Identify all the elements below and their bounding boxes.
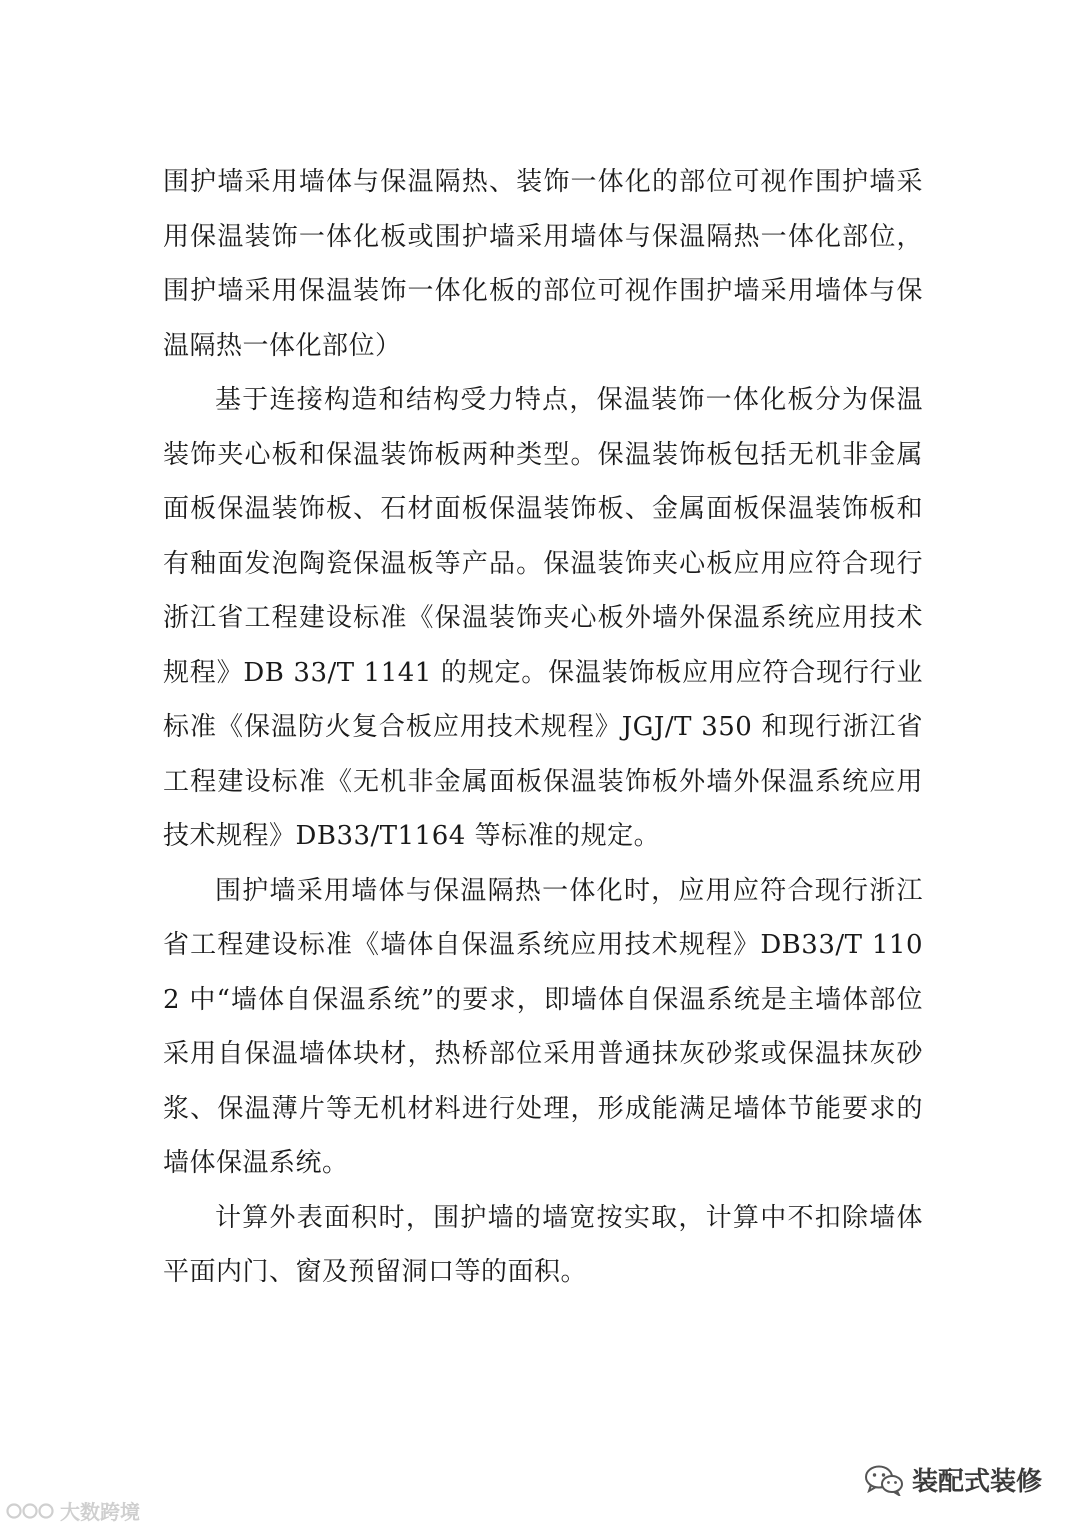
wechat-icon bbox=[864, 1464, 904, 1496]
site-brand-name: 大数跨境 bbox=[60, 1500, 140, 1524]
document-body bbox=[163, 155, 923, 1300]
paragraph-4: 计算外表面积时，围护墙的墙宽按实取，计算中不扣除墙体平面内门、窗及预留洞口等的面积。 bbox=[163, 1202, 923, 1287]
brand-logo-icon bbox=[6, 1500, 56, 1522]
paragraph-3: 围护墙采用墙体与保温隔热一体化时，应用应符合现行浙江省工程建设标准《墙体自保温系统应用技术规程》DB33/T 1102 中“墙体自保温系统”的要求，即墙体自保温系统是主墙体部位采用自保温墙体块材，热桥部位采用普通抹灰砂浆或保温抹灰砂浆、保温薄片等无机材料进行处理，形成能满足墙体节能要求的墙体保温系统。 bbox=[163, 875, 923, 1178]
site-brand-watermark bbox=[6, 1496, 140, 1525]
paragraph-1: 围护墙采用墙体与保温隔热、装饰一体化的部位可视作围护墙采用保温装饰一体化板或围护墙采用墙体与保温隔热一体化部位，围护墙采用保温装饰一体化板的部位可视作围护墙采用墙体与保温隔热一体化部位） bbox=[163, 167, 923, 361]
paragraph-2: 基于连接构造和结构受力特点，保温装饰一体化板分为保温装饰夹心板和保温装饰板两种类型。保温装饰板包括无机非金属面板保温装饰板、石材面板保温装饰板、金属面板保温装饰板和有釉面发泡陶瓷保温板等产品。保温装饰夹心板应用应符合现行浙江省工程建设标准《保温装饰夹心板外墙外保温系统应用技术规程》DB 33/T 1141 的规定。保温装饰板应用应符合现行行业标准《保温防火复合板应用技术规程》JGJ/T 350 和现行浙江省工程建设标准《无机非金属面板保温装饰板外墙外保温系统应用技术规程》DB33/T1164 等标准的规定。 bbox=[163, 385, 923, 851]
wechat-account-name: 装配式装修 bbox=[911, 1467, 1042, 1497]
wechat-account-watermark bbox=[864, 1461, 1042, 1498]
